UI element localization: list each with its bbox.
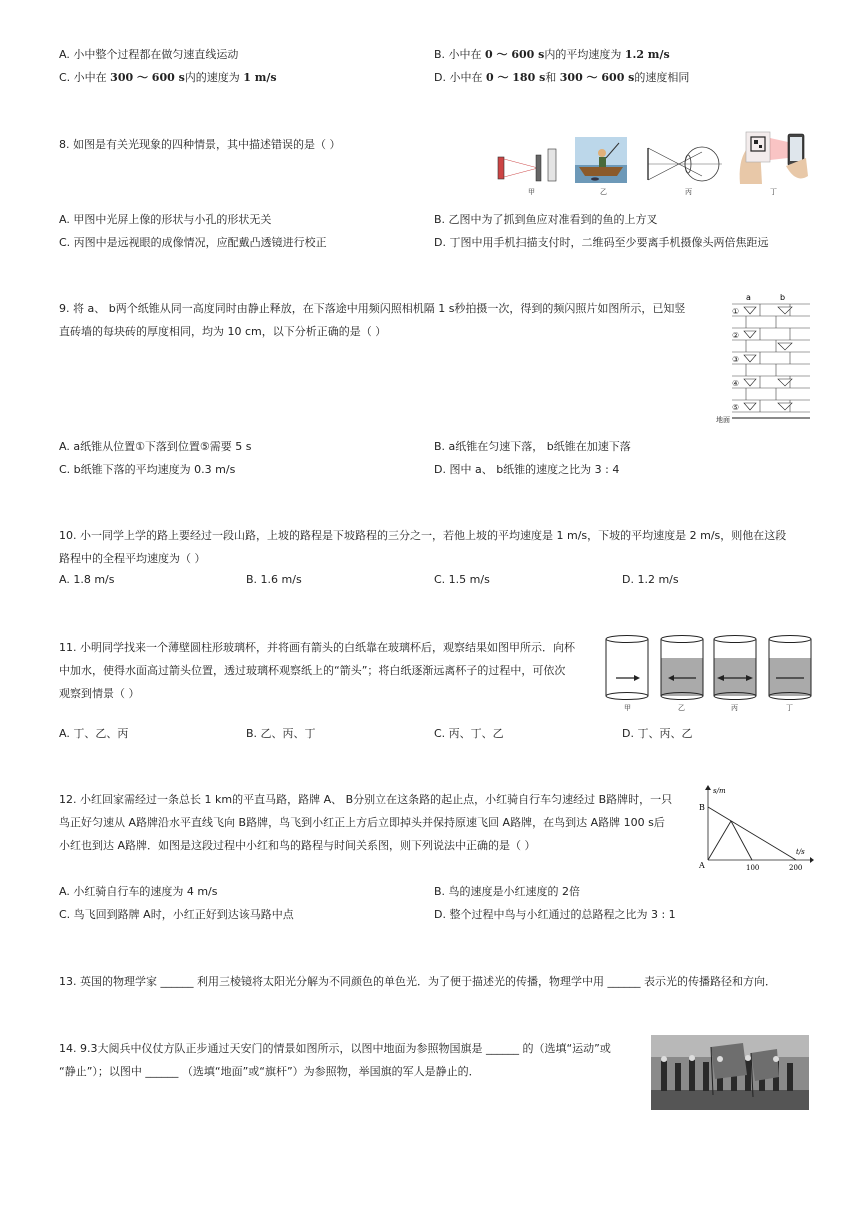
q8-stem: 8. 如图是有关光现象的四种情景，其中描述错误的是（ ）: [59, 138, 341, 151]
q11-caption-jia: 甲: [624, 704, 631, 712]
q11-option-c: C. 丙、丁、乙: [434, 727, 504, 740]
q8-caption-ding: 丁: [770, 188, 777, 196]
distance-time-graph: [696, 784, 814, 874]
q8-option-b: B. 乙图中为了抓到鱼应对准看到的鱼的上方叉: [434, 213, 658, 226]
paper-cone-figure: [716, 292, 812, 424]
qr-scan-figure: [736, 128, 810, 186]
graph-tick-100: 100: [746, 864, 760, 872]
q14-stem-line1: 14. 9.3大阅兵中仪仗方队正步通过天安门的情景如图所示，以图中地面为参照物国旗是 ______ 的（选填“运动”或: [59, 1042, 611, 1055]
q11-caption-yi: 乙: [678, 704, 685, 712]
q12-option-c: C. 鸟飞回到路牌 A时，小红正好到达该马路中点: [59, 908, 294, 921]
q11-stem-line2: 中加水，使得水面高过箭头位置，透过玻璃杯观察纸上的“箭头”；将白纸逐渐远离杯子的过程中，可依次: [59, 664, 566, 677]
eye-lens-figure: [644, 142, 726, 186]
q11-option-b: B. 乙、丙、丁: [246, 727, 316, 740]
q10-option-c: C. 1.5 m/s: [434, 573, 490, 586]
q8-option-c: C. 丙图中是远视眼的成像情况，应配戴凸透镜进行校正: [59, 236, 327, 249]
q10-option-b: B. 1.6 m/s: [246, 573, 302, 586]
q11-caption-ding: 丁: [786, 704, 793, 712]
q9-option-c: C. b纸锥下落的平均速度为 0.3 m/s: [59, 463, 236, 476]
fig-label-b: b: [780, 293, 786, 302]
q8-option-d: D. 丁图中用手机扫描支付时，二维码至少要离手机摄像头两倍焦距远: [434, 236, 769, 249]
fishing-boat-figure: [575, 137, 627, 183]
q10-option-d: D. 1.2 m/s: [622, 573, 679, 586]
q11-option-d: D. 丁、丙、乙: [622, 727, 693, 740]
q7-option-c: C. 小中在 300 ～ 600 s内的速度为 1 m/s: [59, 71, 277, 84]
q8-caption-jia: 甲: [528, 188, 535, 196]
q10-stem-line1: 10. 小一同学上学的路上要经过一段山路，上坡的路程是下坡路程的三分之一，若他上坡的平均速度是 1 m/s，下坡的平均速度是 2 m/s，则他在这段: [59, 529, 787, 542]
q11-stem-line1: 11. 小明同学找来一个薄壁圆柱形玻璃杯，并将画有箭头的白纸靠在玻璃杯后，观察结果如图甲所示．向杯: [59, 641, 575, 654]
q10-option-a: A. 1.8 m/s: [59, 573, 115, 586]
q11-stem-line3: 观察到情景（ ）: [59, 687, 140, 700]
q10-stem-line2: 路程中的全程平均速度为（ ）: [59, 552, 206, 565]
graph-tick-200: 200: [789, 864, 803, 872]
q9-option-b: B. a纸锥在匀速下落， b纸锥在加速下落: [434, 440, 631, 453]
fig-ground-label: 地面: [716, 416, 730, 424]
q12-stem-line3: 小红也到达 A路牌．如图是这段过程中小红和鸟的路程与时间关系图，则下列说法中正确的是（ ）: [59, 839, 536, 852]
q9-option-a: A. a纸锥从位置①下落到位置⑤需要 5 s: [59, 440, 252, 453]
graph-x-label: t/s: [796, 848, 805, 856]
q9-option-d: D. 图中 a、 b纸锥的速度之比为 3 : 4: [434, 463, 620, 476]
graph-label-a: A: [699, 861, 705, 870]
q8-option-a: A. 甲图中光屏上像的形状与小孔的形状无关: [59, 213, 272, 226]
q13-stem: 13. 英国的物理学家 ______ 利用三棱镜将太阳光分解为不同颜色的单色光．为了便于描述光的传播，物理学中用 ______ 表示光的传播路径和方向．: [59, 975, 776, 988]
fig-pos-5: ⑤: [732, 403, 740, 412]
q11-option-a: A. 丁、乙、丙: [59, 727, 129, 740]
q8-caption-yi: 乙: [600, 188, 607, 196]
q12-stem-line1: 12. 小红回家需经过一条总长 1 km的平直马路，路牌 A、 B分别立在这条路的起止点，小红骑自行车匀速经过 B路牌时，一只: [59, 793, 673, 806]
pinhole-camera-figure: [492, 145, 560, 187]
q7-option-a: A. 小中整个过程都在做匀速直线运动: [59, 48, 239, 61]
q8-caption-bing: 丙: [685, 188, 692, 196]
q12-stem-line2: 鸟正好匀速从 A路牌沿水平直线飞向 B路牌，鸟飞到小红正上方后立即掉头并保持原速飞回 A路牌，在鸟到达 A路牌 100 s后: [59, 816, 665, 829]
fig-pos-2: ②: [732, 331, 740, 340]
q14-stem-line2: “静止”）；以图中 ______ （选填“地面”或“旗杆”）为参照物，举国旗的军人是静止的．: [59, 1065, 480, 1078]
fig-pos-1: ①: [732, 307, 740, 316]
q9-stem-line1: 9. 将 a、 b两个纸锥从同一高度同时由静止释放，在下落途中用频闪照相机隔 1 s秒拍摄一次，得到的频闪照片如图所示，已知竖: [59, 302, 686, 315]
q7-option-d: D. 小中在 0 ～ 180 s和 300 ～ 600 s的速度相同: [434, 71, 690, 84]
glass-cup-figure: [604, 632, 814, 706]
q12-option-b: B. 鸟的速度是小红速度的 2倍: [434, 885, 581, 898]
graph-label-b: B: [699, 803, 705, 812]
q9-stem-line2: 直砖墙的每块砖的厚度相同，均为 10 cm，以下分析正确的是（ ）: [59, 325, 387, 338]
q12-option-d: D. 整个过程中鸟与小红通过的总路程之比为 3 : 1: [434, 908, 676, 921]
q7-option-b: B. 小中在 0 ～ 600 s内的平均速度为 1.2 m/s: [434, 48, 670, 61]
parade-photo: [651, 1035, 809, 1110]
fig-pos-3: ③: [732, 355, 740, 364]
q11-caption-bing: 丙: [731, 704, 738, 712]
fig-label-a: a: [746, 293, 751, 302]
graph-y-label: s/m: [713, 787, 726, 795]
fig-pos-4: ④: [732, 379, 740, 388]
q12-option-a: A. 小红骑自行车的速度为 4 m/s: [59, 885, 218, 898]
